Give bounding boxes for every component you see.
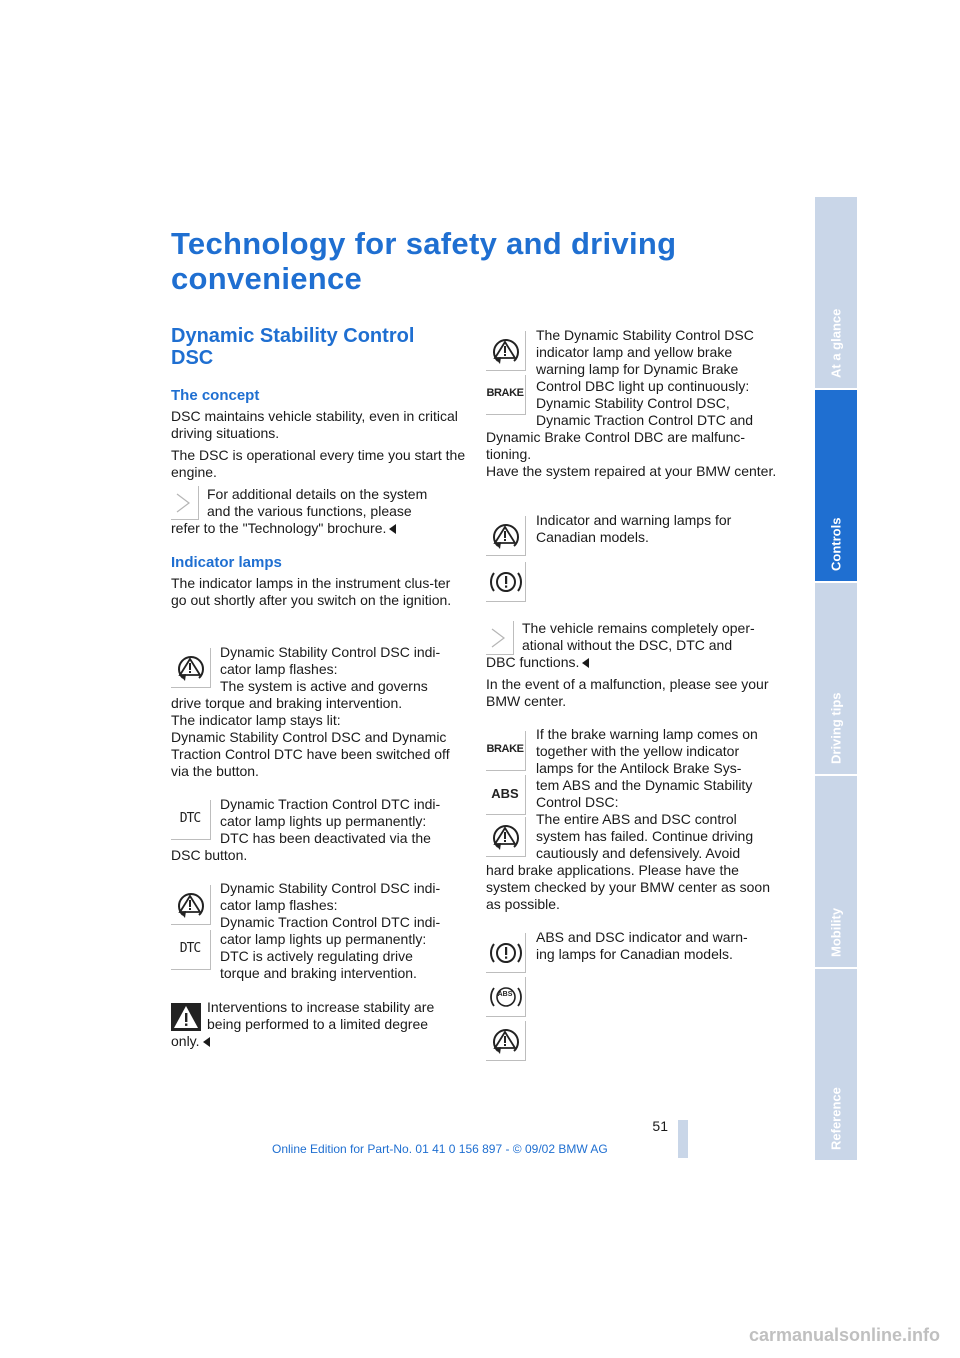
dsc-indicator-icon-3: [486, 331, 526, 371]
tab-controls[interactable]: Controls: [815, 390, 857, 583]
warning-line-1: Interventions to increase stability are: [207, 999, 435, 1015]
abs-indicator-icon: [486, 775, 526, 815]
dtc-line-3: DTC has been deactivated via the: [220, 830, 431, 846]
warning-icon: [171, 1003, 201, 1031]
brake-line-6: The entire ABS and DSC control: [536, 811, 737, 827]
end-mark-icon: [582, 658, 589, 668]
dsc-flash-line-3: The system is active and governs: [220, 678, 428, 694]
malf-line-2: indicator lamp and yellow brake: [536, 344, 733, 360]
dtc-indicator-icon: [171, 800, 211, 840]
malf-line-5: Dynamic Stability Control DSC,: [536, 395, 730, 411]
canadian-line-1: Indicator and warning lamps for: [536, 512, 732, 528]
dsc-indicator-icon-4: [486, 817, 526, 857]
oper-line-3: DBC functions.: [486, 654, 589, 671]
dtc-icon-label: DTC: [179, 811, 201, 826]
brake-line-2: together with the yellow indicator: [536, 743, 740, 759]
dsc-canadian-icon: [486, 516, 526, 556]
tab-driving-tips[interactable]: Driving tips: [815, 583, 857, 776]
concept-paragraph-1: DSC maintains vehicle stability, even in critical driving situations.: [171, 408, 458, 441]
note-icon-2: [486, 621, 514, 655]
note-line-2: and the various functions, please: [207, 503, 412, 519]
note-line-1: For additional details on the system: [207, 486, 428, 502]
oper-line-1: The vehicle remains completely oper-: [522, 620, 755, 636]
dtc-line-1: Dynamic Traction Control DTC indi-: [220, 796, 441, 812]
brake-line-5: Control DSC:: [536, 794, 619, 810]
brake-warning-icon: [486, 375, 526, 415]
brake-line-3: lamps for the Antilock Brake Sys-: [536, 760, 742, 776]
footer-edition: Online Edition for Part-No. 01 41 0 156 897 - © 09/02 BMW AG: [272, 1142, 608, 1156]
warning-line-2: being performed to a limited degree: [207, 1016, 429, 1032]
abs-line-2: ing lamps for Canadian models.: [536, 946, 733, 962]
both-line-6: torque and braking intervention.: [220, 965, 417, 981]
brake-icon-label: BRAKE: [486, 387, 524, 399]
malf-line-4: Control DBC light up continuously:: [536, 378, 750, 394]
tab-at-a-glance[interactable]: At a glance: [815, 197, 857, 390]
dsc-flash-rest: drive torque and braking intervention. The indicator lamp stays lit: Dynamic Stability Control DSC and Dynamic Traction Control DTC have been switched off via the button.: [171, 695, 450, 779]
dsc-indicator-icon: [171, 648, 211, 688]
brake-line-7: system has failed. Continue driving: [536, 828, 754, 844]
page-title: Technology for safety and driving convenience: [171, 226, 677, 296]
tab-mobility[interactable]: Mobility: [815, 776, 857, 969]
abs-canadian-icon: [486, 977, 526, 1017]
brake-canadian-icon: [486, 562, 526, 602]
warning-line-3: only.: [171, 1033, 210, 1050]
canadian-line-2: Canadian models.: [536, 529, 649, 545]
oper-line-2: ational without the DSC, DTC and: [522, 637, 733, 653]
note-line-3: refer to the "Technology" brochure.: [171, 520, 396, 537]
indicator-paragraph: The indicator lamps in the instrument clus-ter go out shortly after you switch on the ignition.: [171, 575, 452, 608]
both-line-5: DTC is actively regulating drive: [220, 948, 413, 964]
dsc-flash-line-2: cator lamp flashes:: [220, 661, 338, 677]
concept-heading: The concept: [171, 387, 260, 404]
brake-line-1: If the brake warning lamp comes on: [536, 726, 758, 742]
brake-line-4: tem ABS and the Dynamic Stability: [536, 777, 753, 793]
abs-line-1: ABS and DSC indicator and warn-: [536, 929, 748, 945]
end-mark-icon: [203, 1037, 210, 1047]
both-line-4: cator lamp lights up permanently:: [220, 931, 427, 947]
both-line-1: Dynamic Stability Control DSC indi-: [220, 880, 441, 896]
chapter-tabs: [815, 197, 857, 1160]
abs-icon-label: ABS: [491, 786, 519, 801]
event-paragraph: In the event of a malfunction, please see your BMW center.: [486, 676, 769, 709]
dtc-icon-label-2: DTC: [179, 941, 201, 956]
watermark: carmanualsonline.info: [748, 1325, 940, 1345]
indicator-heading: Indicator lamps: [171, 554, 282, 571]
end-mark-icon: [389, 524, 396, 534]
dsc-indicator-icon-2: [171, 885, 211, 925]
section-heading: Dynamic Stability Control DSC: [171, 325, 415, 369]
malf-rest: Dynamic Brake Control DBC are malfunc-tioning. Have the system repaired at your BMW center.: [486, 429, 777, 479]
malf-line-3: warning lamp for Dynamic Brake: [536, 361, 739, 377]
dtc-indicator-icon-2: [171, 930, 211, 970]
brake-canadian-icon-2: [486, 933, 526, 973]
brake-warning-icon-2: [486, 731, 526, 771]
concept-paragraph-2: The DSC is operational every time you start the engine.: [171, 447, 466, 480]
dsc-flash-line-1: Dynamic Stability Control DSC indi-: [220, 644, 441, 660]
brake-icon-label-2: BRAKE: [486, 743, 524, 755]
dtc-rest: DSC button.: [171, 847, 248, 863]
malf-line-1: The Dynamic Stability Control DSC: [536, 327, 754, 343]
dsc-canadian-icon-2: [486, 1021, 526, 1061]
dtc-line-2: cator lamp lights up permanently:: [220, 813, 427, 829]
note-icon: [171, 486, 199, 520]
abs-small-label: ABS: [497, 991, 513, 998]
malf-line-6: Dynamic Traction Control DTC and: [536, 412, 754, 428]
tab-reference[interactable]: Reference: [815, 969, 857, 1160]
both-line-3: Dynamic Traction Control DTC indi-: [220, 914, 441, 930]
brake-line-8: cautiously and defensively. Avoid: [536, 845, 741, 861]
both-line-2: cator lamp flashes:: [220, 897, 338, 913]
page-number: 51: [652, 1118, 668, 1134]
brake-rest: hard brake applications. Please have the system checked by your BMW center as soon as possible.: [486, 862, 770, 912]
